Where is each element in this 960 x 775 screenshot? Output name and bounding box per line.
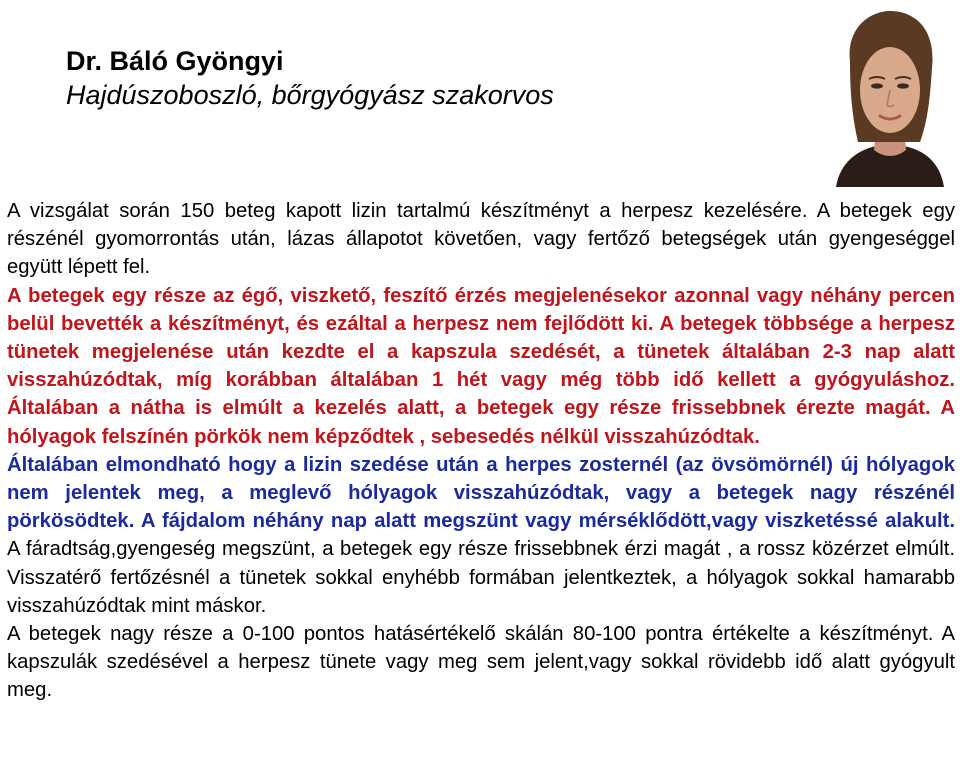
portrait-photo [832,4,947,187]
article-body [7,197,955,705]
red-text-1: A betegek egy része az égő, viszkető, feszítő érzés megjelenésekor azonnal vagy néhány percen belül bevették a készítményt, és ezáltal a herpesz nem fejlődött ki. A betegek többsége a herpesz tünetek megjelenése után kezdte el a kapszula szedését, a tünetek általában 2-3 nap alatt visszahúzódtak, míg korábban általában 1 hét vagy még több idő kellett a gyógyuláshoz. [7,284,955,392]
blue-text-2: A fájdalom néhány nap alatt megszünt vagy mérséklődött,vagy viszketéssé alakult. [134,510,955,533]
paragraph-zoster [7,451,955,620]
paragraph-rating: A betegek nagy része a 0-100 pontos hatásértékelő skálán 80-100 pontra értékelte a készítményt. A kapszulák szedésével a herpesz tünete vagy meg sem jelent,vagy sokkal rövidebb idő alatt gyógyult meg. [7,623,955,702]
plain-text-1: A fáradtság,gyengeség megszünt, a betegek egy része frissebbnek érzi magát , a rossz közérzet elmúlt. Visszatérő fertőzésnél a tünetek sokkal enyhébb formában jelentkeztek, a hólyagok sokkal hamarabb visszahúzódtak mint máskor. [7,538,955,617]
doctor-subtitle: Hajdúszoboszló, bőrgyógyász szakorvos [66,80,554,110]
blue-text-1: Általában elmondható hogy a lizin szedése után a herpes zosternél (az övsömörnél) új hólyagok nem jelentek meg, a meglevő hólyagok visszahúzódtak, vagy a betegek nagy részénél pörkösödtek. [7,453,955,533]
header [66,44,554,112]
red-text-3: A hólyagok felszínén pörkök nem képződtek , sebesedés nélkül visszahúzódtak. [7,397,955,448]
red-text-2: Általában a nátha is elmúlt a kezelés alatt, a betegek egy része frissebbnek érezte magát. [7,397,931,420]
paragraph-intro: A vizsgálat során 150 beteg kapott lizin tartalmú készítményt a herpesz kezelésére. A betegek egy részénél gyomorrontás után, lázas állapotot követően, vagy fertőző betegségek után gyengeséggel együtt lépett fel. [7,200,955,279]
doctor-name: Dr. Báló Gyöngyi [66,46,284,76]
paragraph-red-effects [7,282,955,451]
portrait-icon [832,4,947,187]
